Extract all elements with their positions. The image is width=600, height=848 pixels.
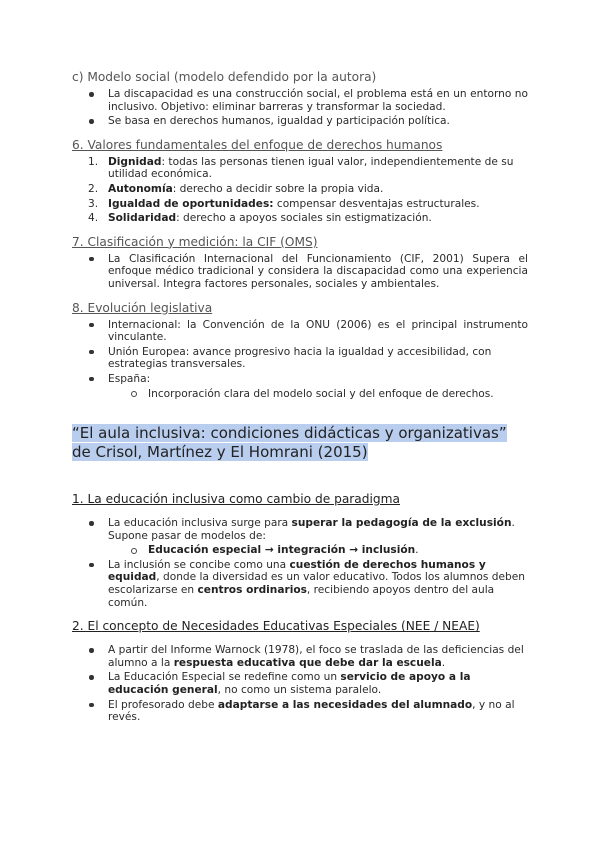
- list-text: compensar desventajas estructurales.: [273, 197, 480, 210]
- bold-term: centros ordinarios: [197, 584, 307, 597]
- list-item: Se basa en derechos humanos, igualdad y participación política.: [108, 115, 528, 128]
- list-number: 2.: [88, 182, 99, 195]
- list-text: .: [415, 544, 419, 557]
- section-heading: 8. Evolución legislativa: [72, 300, 213, 315]
- section-cif: [72, 235, 528, 291]
- numbered-list: [72, 156, 528, 225]
- bold-term: Autonomía: [108, 182, 173, 195]
- bold-term: Igualdad de oportunidades:: [108, 197, 274, 210]
- bold-term: servicio de apoyo a la educación general: [108, 671, 471, 697]
- sub-list: [108, 544, 528, 557]
- sub-list-item: Incorporación clara del modelo social y del enfoque de derechos.: [148, 388, 528, 401]
- bold-term: cuestión de derechos humanos y equidad: [108, 558, 486, 584]
- section-heading: 2. El concepto de Necesidades Educativas Especiales (NEE / NEAE): [72, 619, 480, 634]
- list-item: [108, 559, 528, 609]
- section-heading: 1. La educación inclusiva como cambio de paradigma: [72, 492, 400, 507]
- bold-term: Solidaridad: [108, 212, 177, 225]
- list-text: La educación inclusiva surge para: [108, 517, 292, 530]
- bullet-list: [72, 253, 528, 291]
- bullet-list: [72, 517, 528, 609]
- bold-term: Dignidad: [108, 155, 162, 168]
- list-text: . Supone pasar de modelos de:: [108, 517, 515, 542]
- section-heading: 6. Valores fundamentales del enfoque de derechos humanos: [72, 137, 443, 152]
- list-item: [88, 212, 528, 225]
- section-nee: [72, 619, 528, 724]
- article-title: [72, 424, 528, 462]
- bold-term: respuesta educativa que debe dar la escuela: [173, 656, 442, 669]
- list-item: [88, 197, 528, 211]
- list-text: La inclusión se concibe como una: [108, 558, 290, 571]
- list-number: 1.: [88, 155, 99, 168]
- bold-term: Educación especial → integración → inclusión: [148, 544, 416, 557]
- bullet-list: [72, 319, 528, 401]
- list-number: 4.: [88, 212, 99, 225]
- list-number: 3.: [88, 197, 99, 210]
- list-item: [108, 373, 528, 400]
- list-item: [88, 182, 528, 196]
- list-item: Unión Europea: avance progresivo hacia la igualdad y accesibilidad, con estrategias transversales.: [108, 346, 528, 371]
- list-item: La discapacidad es una construcción social, el problema está en un entorno no inclusivo. Objetivo: eliminar barreras y transformar la sociedad.: [108, 88, 528, 113]
- list-item: Internacional: la Convención de la ONU (2006) es el principal instrumento vinculante.: [108, 318, 528, 344]
- list-item: [108, 644, 528, 669]
- list-text: , no como un sistema paralelo.: [217, 684, 382, 697]
- list-item: [108, 671, 528, 696]
- highlighted-title-text: “El aula inclusiva: condiciones didácticas y organizativas” de Crisol, Martínez y El Homrani (2015): [72, 424, 507, 462]
- list-text: , y no al revés.: [108, 698, 515, 724]
- list-text: .: [441, 656, 446, 669]
- bullet-list: [72, 88, 528, 128]
- list-text: : derecho a apoyos sociales sin estigmatización.: [176, 212, 432, 225]
- section-modelo-social: [72, 70, 528, 128]
- section-paradigma: [72, 492, 528, 609]
- list-text: España:: [108, 372, 151, 385]
- section-heading: 7. Clasificación y medición: la CIF (OMS): [72, 234, 318, 249]
- list-text: A partir del Informe Warnock (1978), el foco se traslada de las deficiencias del alumno a la: [108, 644, 524, 669]
- bold-term: superar la pedagogía de la exclusión: [291, 517, 512, 530]
- sub-list: [108, 388, 528, 401]
- list-text: , donde la diversidad es un valor educativo. Todos los alumnos deben escolarizarse en: [108, 571, 525, 597]
- list-item: [108, 699, 528, 724]
- list-text: : todas las personas tienen igual valor, independientemente de su utilidad económica.: [108, 155, 514, 181]
- section-valores: [72, 138, 528, 225]
- list-item: [88, 155, 528, 181]
- list-text: El profesorado debe: [108, 698, 218, 711]
- bullet-list: [72, 644, 528, 724]
- list-text: , recibiendo apoyos dentro del aula común.: [108, 584, 495, 609]
- list-item: [108, 517, 528, 557]
- list-item: La Clasificación Internacional del Funcionamiento (CIF, 2001) Supera el enfoque médico tradicional y considera la discapacidad como una experiencia universal. Integra factores personales, sociales y ambientales.: [108, 252, 528, 290]
- list-text: : derecho a decidir sobre la propia vida.: [172, 182, 384, 195]
- sub-list-item: [148, 544, 528, 557]
- section-heading: c) Modelo social (modelo defendido por la autora): [72, 70, 377, 84]
- article-title-block: [72, 424, 528, 462]
- bold-term: adaptarse a las necesidades del alumnado: [217, 698, 473, 711]
- section-legislacion: [72, 301, 528, 401]
- list-text: La Educación Especial se redefine como un: [108, 671, 341, 684]
